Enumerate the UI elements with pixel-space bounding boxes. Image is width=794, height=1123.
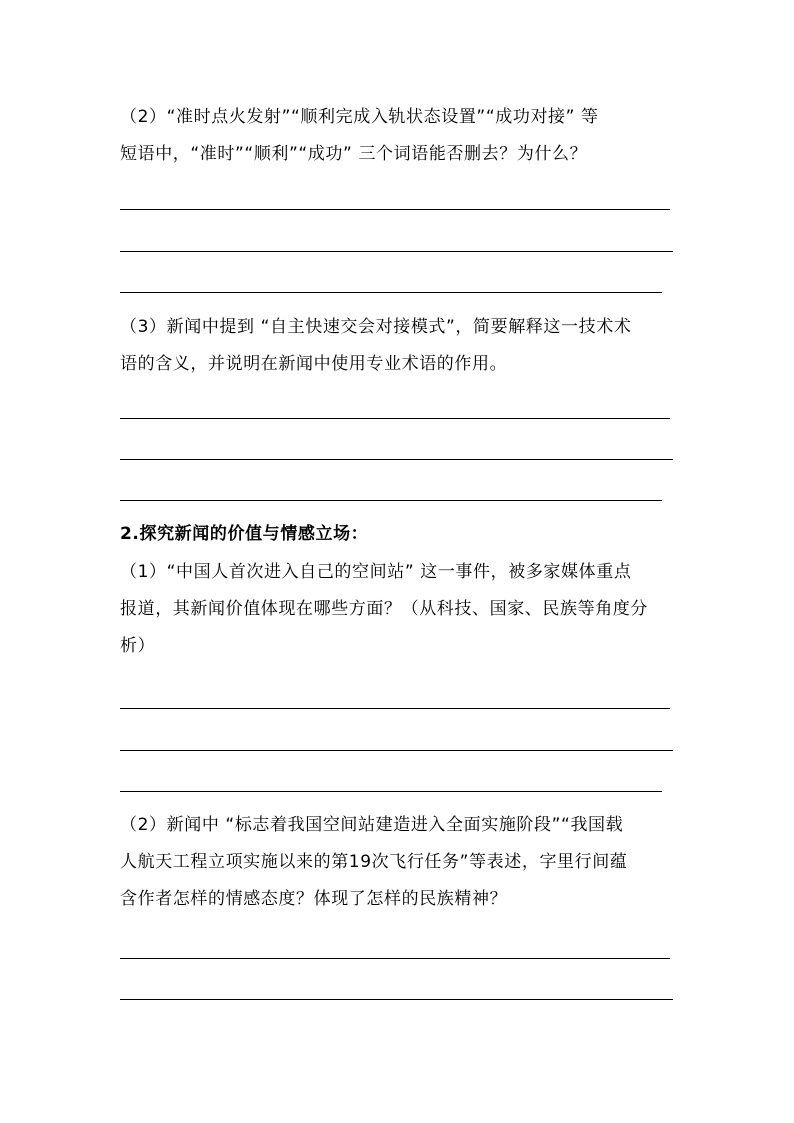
answer-line[interactable] <box>120 251 673 252</box>
answer-line[interactable] <box>120 500 662 501</box>
question-2-1 <box>120 554 676 665</box>
answer-line[interactable] <box>120 999 673 1000</box>
answer-line[interactable] <box>120 418 670 419</box>
answer-line[interactable] <box>120 292 662 293</box>
question-2-1-line-3: 析） <box>120 636 156 656</box>
question-1-2-line-1: （2）“准时点火发射”“顺利完成入轨状态设置”“成功对接” 等 <box>120 107 599 127</box>
question-2-1-line-1: （1）“中国人首次进入自己的空间站” 这一事件，被多家媒体重点 <box>120 562 632 582</box>
answer-line[interactable] <box>120 958 670 959</box>
question-2-2-line-1: （2）新闻中 “标志着我国空间站建造进入全面实施阶段”“我国载 <box>120 815 624 835</box>
answer-line[interactable] <box>120 459 673 460</box>
question-1-3-line-2: 语的含义，并说明在新闻中使用专业术语的作用。 <box>120 354 508 374</box>
question-2-2 <box>120 807 676 918</box>
question-2-1-line-2: 报道，其新闻价值体现在哪些方面？（从科技、国家、民族等角度分 <box>120 599 648 619</box>
question-2-2-line-3: 含作者怎样的情感态度？体现了怎样的民族精神？ <box>120 889 508 909</box>
answer-line[interactable] <box>120 708 670 709</box>
question-1-2 <box>120 99 676 173</box>
question-1-3 <box>120 309 676 383</box>
section-heading: 2.探究新闻的价值与情感立场： <box>120 524 369 544</box>
question-1-3-line-1: （3）新闻中提到 “自主快速交会对接模式”，简要解释这一技术术 <box>120 317 632 337</box>
answer-line[interactable] <box>120 791 662 792</box>
question-1-2-line-2: 短语中，“准时”“顺利”“成功” 三个词语能否删去？为什么？ <box>120 144 588 164</box>
answer-line[interactable] <box>120 209 670 210</box>
answer-line[interactable] <box>120 750 673 751</box>
question-2-2-line-2: 人航天工程立项实施以来的第19次飞行任务”等表述，字里行间蕴 <box>120 852 628 872</box>
